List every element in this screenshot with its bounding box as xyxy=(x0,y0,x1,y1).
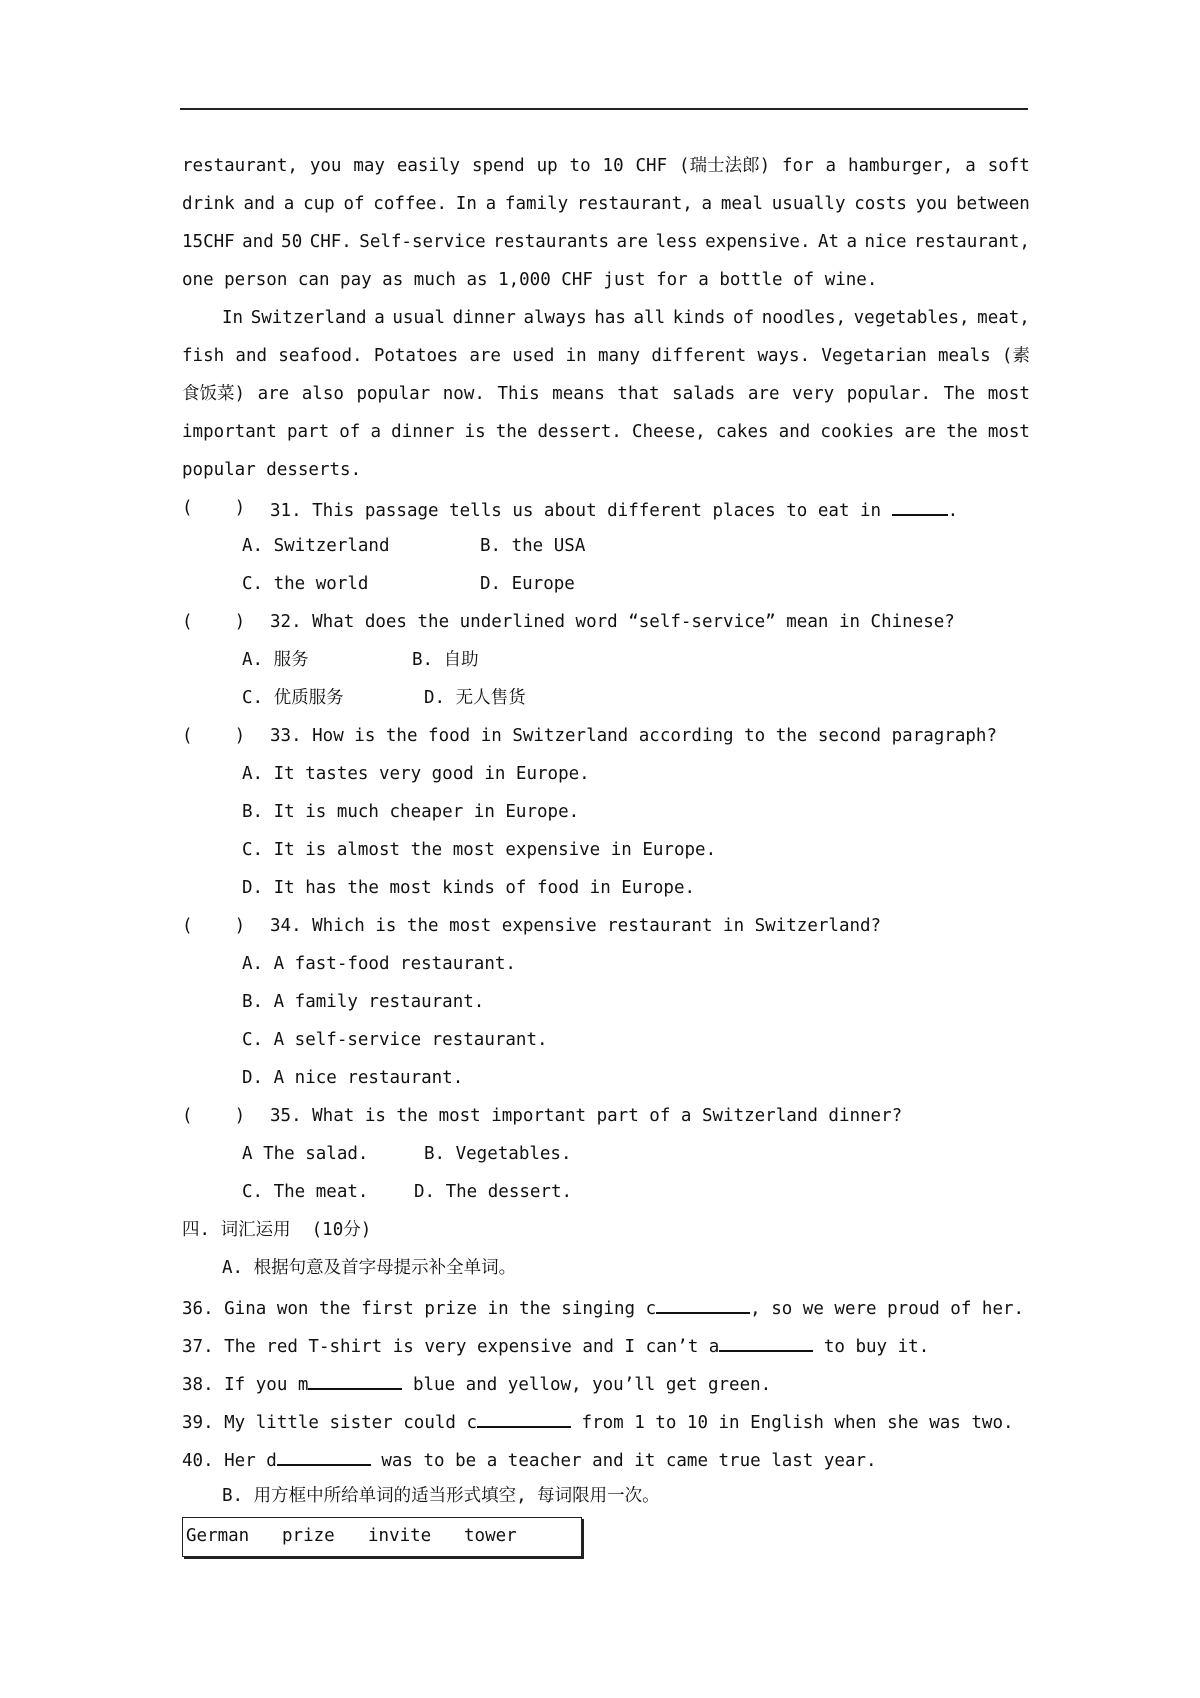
option: B. A family restaurant. xyxy=(242,992,485,1012)
option: B. the USA xyxy=(480,536,586,556)
passage-word: 15CHF xyxy=(182,232,235,252)
passage-word: ways. xyxy=(757,346,811,366)
passage-word: Switzerland xyxy=(250,308,367,328)
passage-word: may xyxy=(353,156,385,176)
passage-word: This xyxy=(497,384,540,404)
passage-word: (素 xyxy=(1001,346,1030,366)
word-box xyxy=(182,1517,582,1557)
passage-word: (瑞士法郎) xyxy=(679,156,771,176)
section-title: 四. 词汇运用 (10分) xyxy=(182,1220,372,1240)
passage-word: and xyxy=(778,422,811,442)
answer-blank[interactable] xyxy=(892,496,948,516)
passage-word: Self-service xyxy=(359,232,486,252)
passage-word: dinner xyxy=(452,308,516,328)
passage-line xyxy=(182,192,1030,216)
passage-line xyxy=(182,382,1030,406)
passage-word: are xyxy=(257,384,290,404)
passage-word: usually xyxy=(771,194,846,214)
passage-word: of xyxy=(733,308,755,328)
word-box-item: tower xyxy=(464,1526,517,1546)
passage-word: part xyxy=(286,422,330,442)
passage-word: used xyxy=(512,346,555,366)
passage-line: one person can pay as much as 1,000 CHF just for a bottle of wine. xyxy=(182,270,878,290)
passage-word: hamburger, xyxy=(847,156,954,176)
option: D. 无人售货 xyxy=(424,688,526,708)
question-32: 32. What does the underlined word “self-service” mean in Chinese? xyxy=(270,612,955,632)
passage-word: a xyxy=(374,308,385,328)
passage-word: meals xyxy=(937,346,991,366)
word-box-item: German xyxy=(186,1526,250,1546)
passage-line: popular desserts. xyxy=(182,460,362,480)
answer-paren[interactable]: ( ) xyxy=(182,916,246,936)
passage-word: a xyxy=(965,156,976,176)
passage-line xyxy=(182,344,1030,368)
passage-word: a xyxy=(485,194,497,214)
passage-word: and xyxy=(235,346,268,366)
passage-word: and xyxy=(242,232,274,252)
passage-line xyxy=(182,230,1030,254)
option: A The salad. xyxy=(242,1144,369,1164)
passage-word: always xyxy=(523,308,587,328)
fill-item-40: 40. Her d was to be a teacher and it came true last year. xyxy=(182,1446,877,1473)
passage-word: of xyxy=(339,422,361,442)
passage-word: you xyxy=(915,194,948,214)
passage-word: expensive. xyxy=(705,232,811,252)
question-33: 33. How is the food in Switzerland according to the second paragraph? xyxy=(270,726,997,746)
answer-blank[interactable] xyxy=(477,1408,571,1428)
option: C. the world xyxy=(242,574,369,594)
passage-word: the xyxy=(495,422,528,442)
passage-word: up xyxy=(536,156,558,176)
passage-word: very xyxy=(792,384,835,404)
passage-line xyxy=(222,306,1030,330)
passage-word: a xyxy=(825,156,837,176)
passage-word: cakes xyxy=(715,422,769,442)
passage-word: 10 xyxy=(602,156,624,176)
passage-word: important xyxy=(182,422,277,442)
passage-word: soft xyxy=(987,156,1030,176)
passage-word: all xyxy=(633,308,666,328)
answer-blank[interactable] xyxy=(277,1446,371,1466)
passage-word: Vegetarian xyxy=(821,346,927,366)
passage-word: meat, xyxy=(977,308,1030,328)
passage-line xyxy=(182,154,1030,178)
passage-word: popular. xyxy=(846,384,932,404)
option: B. Vegetables. xyxy=(424,1144,572,1164)
option: D. Europe xyxy=(480,574,575,594)
passage-word: The xyxy=(943,384,976,404)
passage-word: At xyxy=(817,232,840,252)
word-box-item: prize xyxy=(282,1526,335,1546)
passage-word: In xyxy=(222,308,244,328)
question-35: 35. What is the most important part of a Switzerland dinner? xyxy=(270,1106,903,1126)
fill-item-36: 36. Gina won the first prize in the singing c , so we were proud of her. xyxy=(182,1294,1024,1321)
passage-word: in xyxy=(565,346,587,366)
passage-word: are xyxy=(616,232,649,252)
passage-word: seafood. xyxy=(278,346,363,366)
option: D. The dessert. xyxy=(414,1182,573,1202)
passage-word: cookies xyxy=(820,422,895,442)
passage-word: fish xyxy=(182,346,225,366)
passage-word: Cheese, xyxy=(631,422,706,442)
passage-word: means xyxy=(552,384,605,404)
passage-word: spend xyxy=(471,156,525,176)
section-instruction: A. 根据句意及首字母提示补全单词。 xyxy=(222,1258,517,1278)
passage-word: usual xyxy=(392,308,446,328)
passage-word: easily xyxy=(396,156,461,176)
passage-word: many xyxy=(597,346,641,366)
passage-word: are xyxy=(904,422,936,442)
passage-word: 食饭菜) xyxy=(182,384,246,404)
option: A. It tastes very good in Europe. xyxy=(242,764,590,784)
passage-word: nice xyxy=(864,232,907,252)
header-rule xyxy=(180,108,1028,110)
question-34: 34. Which is the most expensive restaurant in Switzerland? xyxy=(270,916,882,936)
passage-word: that xyxy=(617,384,660,404)
passage-word: dessert. xyxy=(537,422,622,442)
question-31: 31. This passage tells us about different places to eat in . xyxy=(270,496,958,523)
passage-word: and xyxy=(243,194,276,214)
passage-word: restaurants xyxy=(493,232,610,252)
passage-word: restaurant, xyxy=(576,194,693,214)
passage-word: drink xyxy=(182,194,235,214)
passage-word: is xyxy=(464,422,486,442)
passage-word: noodles, xyxy=(761,308,847,328)
passage-word: cup xyxy=(303,194,335,214)
passage-word: coffee. xyxy=(373,194,448,214)
answer-paren[interactable]: ( ) xyxy=(182,498,246,518)
passage-word: for xyxy=(782,156,814,176)
option: D. It has the most kinds of food in Europe. xyxy=(242,878,696,898)
option: B. 自助 xyxy=(412,650,479,670)
option: B. It is much cheaper in Europe. xyxy=(242,802,580,822)
fill-item-38: 38. If you m blue and yellow, you’ll get green. xyxy=(182,1370,771,1397)
passage-word: Potatoes xyxy=(373,346,459,366)
answer-blank[interactable] xyxy=(719,1332,813,1352)
passage-word: you xyxy=(309,156,342,176)
word-box-item: invite xyxy=(368,1526,432,1546)
passage-word: are xyxy=(469,346,501,366)
section-instruction: B. 用方框中所给单词的适当形式填空, 每词限用一次。 xyxy=(222,1486,660,1506)
option: D. A nice restaurant. xyxy=(242,1068,464,1088)
passage-word: dinner xyxy=(391,422,455,442)
passage-word: costs xyxy=(854,194,907,214)
passage-word: also xyxy=(301,384,344,404)
passage-word: a xyxy=(701,194,713,214)
passage-word: most xyxy=(987,422,1030,442)
option: A. Switzerland xyxy=(242,536,390,556)
passage-word: salads xyxy=(672,384,736,404)
answer-paren[interactable]: ( ) xyxy=(182,612,246,632)
option: C. The meat. xyxy=(242,1182,369,1202)
passage-word: a xyxy=(846,232,857,252)
passage-word: family xyxy=(504,194,569,214)
passage-word: the xyxy=(946,422,978,442)
passage-word: meal xyxy=(720,194,763,214)
passage-word: a xyxy=(370,422,382,442)
passage-word: less xyxy=(655,232,698,252)
option: A. A fast-food restaurant. xyxy=(242,954,516,974)
passage-word: CHF xyxy=(635,156,668,176)
passage-word: 50 xyxy=(281,232,303,252)
passage-word: to xyxy=(569,156,591,176)
passage-word: most xyxy=(987,384,1030,404)
option: A. 服务 xyxy=(242,650,309,670)
option: C. 优质服务 xyxy=(242,688,344,708)
passage-word: are xyxy=(747,384,780,404)
passage-word: a xyxy=(283,194,295,214)
fill-item-37: 37. The red T-shirt is very expensive and I can’t a to buy it. xyxy=(182,1332,929,1359)
passage-word: restaurant, xyxy=(182,156,298,176)
passage-word: popular xyxy=(356,384,431,404)
answer-paren[interactable]: ( ) xyxy=(182,1106,246,1126)
passage-word: different xyxy=(651,346,747,366)
option: C. A self-service restaurant. xyxy=(242,1030,548,1050)
passage-word: of xyxy=(343,194,365,214)
fill-item-39: 39. My little sister could c from 1 to 10 in English when she was two. xyxy=(182,1408,1014,1435)
answer-blank[interactable] xyxy=(308,1370,402,1390)
passage-word: between xyxy=(956,194,1030,214)
passage-word: restaurant, xyxy=(914,232,1030,252)
passage-word: CHF. xyxy=(309,232,352,252)
answer-blank[interactable] xyxy=(656,1294,750,1314)
passage-word: has xyxy=(594,308,626,328)
option: C. It is almost the most expensive in Europe. xyxy=(242,840,717,860)
passage-word: vegetables, xyxy=(853,308,970,328)
passage-line xyxy=(182,420,1030,444)
passage-word: kinds xyxy=(672,308,726,328)
passage-word: now. xyxy=(442,384,485,404)
answer-paren[interactable]: ( ) xyxy=(182,726,246,746)
passage-word: In xyxy=(455,194,477,214)
